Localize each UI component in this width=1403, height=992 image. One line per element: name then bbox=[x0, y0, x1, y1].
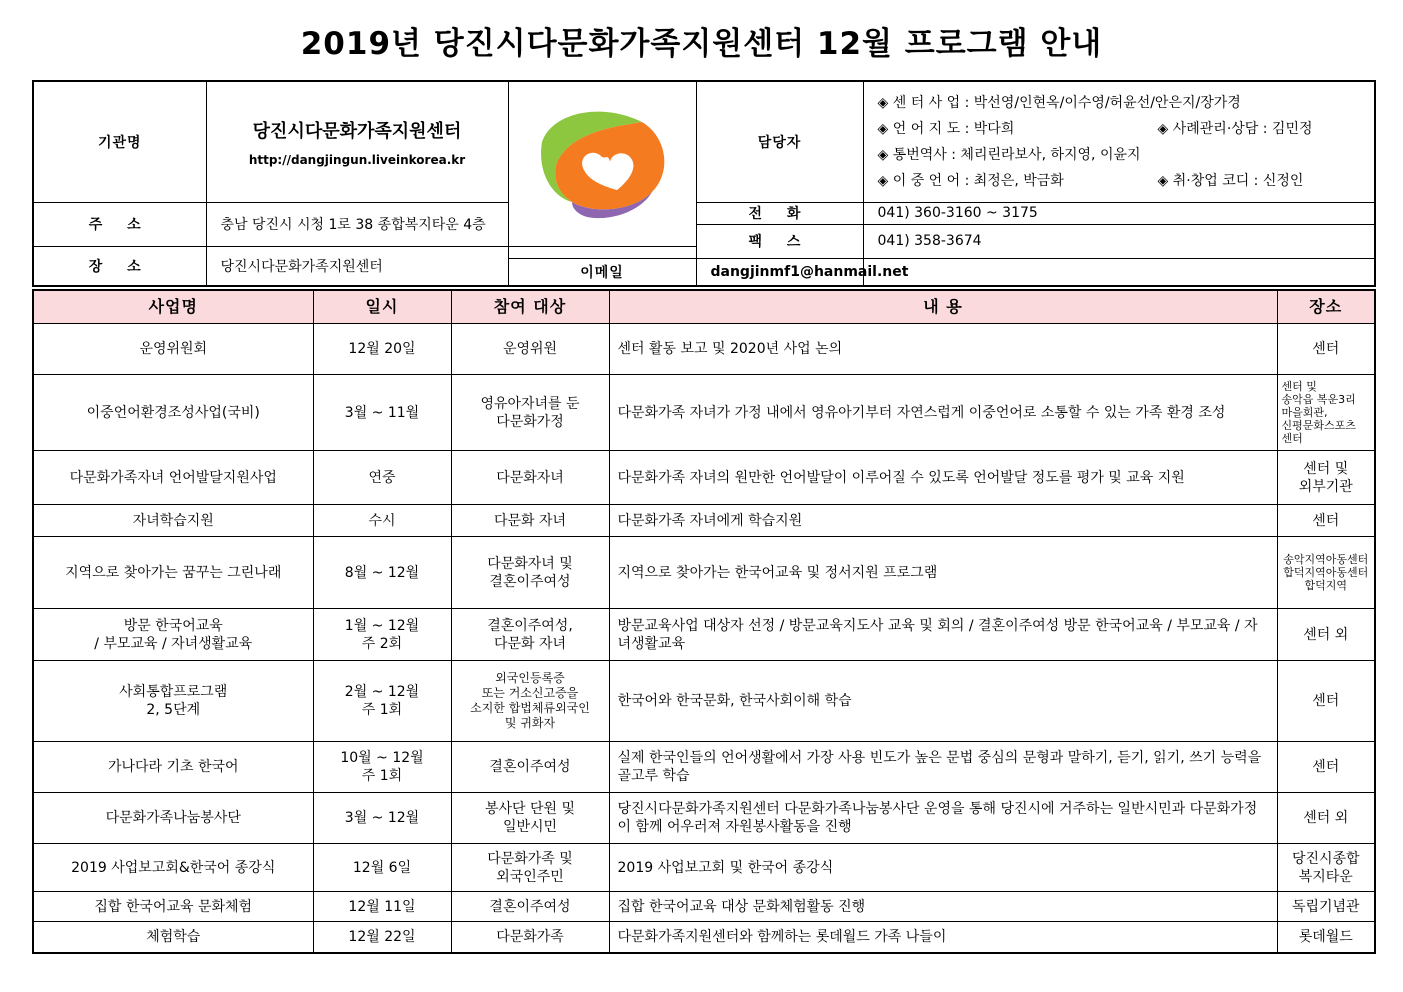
program-name: 가나다라 기초 한국어 bbox=[33, 742, 313, 793]
program-target: 외국인등록증 또는 거소신고증을 소지한 합법체류외국인 및 귀화자 bbox=[451, 661, 609, 742]
table-row bbox=[33, 324, 1375, 375]
address-value: 충남 당진시 시청 1로 38 종합복지타운 4층 bbox=[206, 202, 508, 246]
contact-label: 담당자 bbox=[696, 81, 863, 202]
program-target: 다문화자녀 및 결혼이주여성 bbox=[451, 537, 609, 609]
table-row bbox=[33, 793, 1375, 844]
program-content: 센터 활동 보고 및 2020년 사업 논의 bbox=[609, 324, 1277, 375]
program-content: 실제 한국인들의 언어생활에서 가장 사용 빈도가 높은 문법 중심의 문형과 말하기, 듣기, 읽기, 쓰기 능력을 골고루 학습 bbox=[609, 742, 1277, 793]
program-date: 2월 ~ 12월 주 1회 bbox=[313, 661, 451, 742]
program-place: 송악지역아동센터 합덕지역아동센터 합덕지역 bbox=[1277, 537, 1375, 609]
program-target: 결혼이주여성 bbox=[451, 742, 609, 793]
program-date: 수시 bbox=[313, 505, 451, 537]
contact-line-1: ◈ 센 터 사 업 : 박선영/인현옥/이수영/허윤선/안은지/장가경 bbox=[877, 94, 1241, 111]
program-place: 센터 bbox=[1277, 324, 1375, 375]
table-row bbox=[33, 844, 1375, 892]
header-cell: 사업명 bbox=[33, 290, 313, 324]
fax-label: 팩 스 bbox=[696, 224, 863, 258]
program-name: 운영위원회 bbox=[33, 324, 313, 375]
org-name-cell bbox=[206, 81, 508, 202]
program-content: 다문화가족 자녀에게 학습지원 bbox=[609, 505, 1277, 537]
place-value: 당진시다문화가족지원센터 bbox=[206, 246, 508, 286]
header-cell: 일시 bbox=[313, 290, 451, 324]
org-name: 당진시다문화가족지원센터 bbox=[252, 120, 462, 142]
program-name: 자녀학습지원 bbox=[33, 505, 313, 537]
logo-cell bbox=[508, 81, 696, 246]
phone-label: 전 화 bbox=[696, 202, 863, 224]
program-content: 한국어와 한국문화, 한국사회이해 학습 bbox=[609, 661, 1277, 742]
program-date: 3월 ~ 12월 bbox=[313, 793, 451, 844]
table-row bbox=[33, 922, 1375, 953]
program-date: 12월 20일 bbox=[313, 324, 451, 375]
header-cell: 참여 대상 bbox=[451, 290, 609, 324]
email-label: 이메일 bbox=[508, 258, 696, 286]
table-row bbox=[33, 451, 1375, 505]
program-name: 방문 한국어교육 / 부모교육 / 자녀생활교육 bbox=[33, 609, 313, 661]
program-target: 운영위원 bbox=[451, 324, 609, 375]
program-content: 다문화가족 자녀가 가정 내에서 영유아기부터 자연스럽게 이중언어로 소통할 수 있는 가족 환경 조성 bbox=[609, 375, 1277, 451]
contact-line-4: ◈ 이 중 언 어 : 최정은, 박금화 ◈ 취·창업 코디 : 신정인 bbox=[877, 172, 1304, 189]
center-logo-icon bbox=[532, 102, 672, 222]
program-place: 당진시종합 복지타운 bbox=[1277, 844, 1375, 892]
table-row bbox=[33, 537, 1375, 609]
program-name: 지역으로 찾아가는 꿈꾸는 그린나래 bbox=[33, 537, 313, 609]
program-content: 다문화가족 자녀의 원만한 언어발달이 이루어질 수 있도록 언어발달 정도를 평가 및 교육 지원 bbox=[609, 451, 1277, 505]
program-place: 센터 외 bbox=[1277, 793, 1375, 844]
table-row bbox=[33, 609, 1375, 661]
program-target: 다문화가족 및 외국인주민 bbox=[451, 844, 609, 892]
program-name: 2019 사업보고회&한국어 종강식 bbox=[33, 844, 313, 892]
program-name: 다문화가족나눔봉사단 bbox=[33, 793, 313, 844]
program-target: 봉사단 단원 및 일반시민 bbox=[451, 793, 609, 844]
program-place: 롯데월드 bbox=[1277, 922, 1375, 953]
address-label: 주 소 bbox=[33, 202, 206, 246]
contacts-cell bbox=[863, 81, 1375, 202]
program-target: 다문화자녀 bbox=[451, 451, 609, 505]
table-row bbox=[33, 661, 1375, 742]
program-name: 다문화가족자녀 언어발달지원사업 bbox=[33, 451, 313, 505]
program-content: 지역으로 찾아가는 한국어교육 및 정서지원 프로그램 bbox=[609, 537, 1277, 609]
program-name: 사회통합프로그램 2, 5단계 bbox=[33, 661, 313, 742]
program-name: 체험학습 bbox=[33, 922, 313, 953]
table-row bbox=[33, 892, 1375, 922]
program-table bbox=[32, 289, 1376, 954]
phone-value: 041) 360-3160 ~ 3175 bbox=[863, 202, 1375, 224]
header-cell: 내 용 bbox=[609, 290, 1277, 324]
program-date: 12월 22일 bbox=[313, 922, 451, 953]
table-row bbox=[33, 742, 1375, 793]
program-place: 센터 외 bbox=[1277, 609, 1375, 661]
page-title: 2019년 당진시다문화가족지원센터 12월 프로그램 안내 bbox=[300, 26, 1103, 62]
program-content: 방문교육사업 대상자 선정 / 방문교육지도사 교육 및 회의 / 결혼이주여성 방문 한국어교육 / 부모교육 / 자녀생활교육 bbox=[609, 609, 1277, 661]
table-header-row bbox=[33, 290, 1375, 324]
program-target: 결혼이주여성, 다문화 자녀 bbox=[451, 609, 609, 661]
table-row bbox=[33, 505, 1375, 537]
info-table bbox=[32, 80, 1376, 287]
org-label: 기관명 bbox=[33, 81, 206, 202]
program-content: 2019 사업보고회 및 한국어 종강식 bbox=[609, 844, 1277, 892]
program-date: 3월 ~ 11월 bbox=[313, 375, 451, 451]
contact-line-3: ◈ 통번역사 : 체리린라보사, 하지영, 이윤지 bbox=[877, 146, 1141, 163]
program-name: 이중언어환경조성사업(국비) bbox=[33, 375, 313, 451]
org-url[interactable]: http://dangjingun.liveinkorea.kr bbox=[248, 152, 466, 167]
program-content: 다문화가족지원센터와 함께하는 롯데월드 가족 나들이 bbox=[609, 922, 1277, 953]
email-value[interactable]: dangjinmf1@hanmail.net bbox=[696, 258, 863, 286]
program-target: 다문화가족 bbox=[451, 922, 609, 953]
program-place: 센터 및 외부기관 bbox=[1277, 451, 1375, 505]
program-place: 독립기념관 bbox=[1277, 892, 1375, 922]
fax-value: 041) 358-3674 bbox=[863, 224, 1375, 258]
place-label: 장 소 bbox=[33, 246, 206, 286]
program-date: 1월 ~ 12월 주 2회 bbox=[313, 609, 451, 661]
program-target: 다문화 자녀 bbox=[451, 505, 609, 537]
program-place: 센터 bbox=[1277, 661, 1375, 742]
program-date: 8월 ~ 12월 bbox=[313, 537, 451, 609]
program-date: 12월 6일 bbox=[313, 844, 451, 892]
contact-line-2: ◈ 언 어 지 도 : 박다희 ◈ 사례관리·상담 : 김민정 bbox=[877, 120, 1313, 137]
program-place: 센터 bbox=[1277, 742, 1375, 793]
program-date: 10월 ~ 12월 주 1회 bbox=[313, 742, 451, 793]
program-place: 센터 및 송악읍 복운3리 마을회관, 신평문화스포츠 센터 bbox=[1277, 375, 1375, 451]
table-row bbox=[33, 375, 1375, 451]
program-target: 영유아자녀를 둔 다문화가정 bbox=[451, 375, 609, 451]
program-date: 연중 bbox=[313, 451, 451, 505]
program-place: 센터 bbox=[1277, 505, 1375, 537]
program-content: 당진시다문화가족지원센터 다문화가족나눔봉사단 운영을 통해 당진시에 거주하는 일반시민과 다문화가정이 함께 어우러져 자원봉사활동을 진행 bbox=[609, 793, 1277, 844]
program-name: 집합 한국어교육 문화체험 bbox=[33, 892, 313, 922]
program-date: 12월 11일 bbox=[313, 892, 451, 922]
program-content: 집합 한국어교육 대상 문화체험활동 진행 bbox=[609, 892, 1277, 922]
program-target: 결혼이주여성 bbox=[451, 892, 609, 922]
header-cell: 장소 bbox=[1277, 290, 1375, 324]
